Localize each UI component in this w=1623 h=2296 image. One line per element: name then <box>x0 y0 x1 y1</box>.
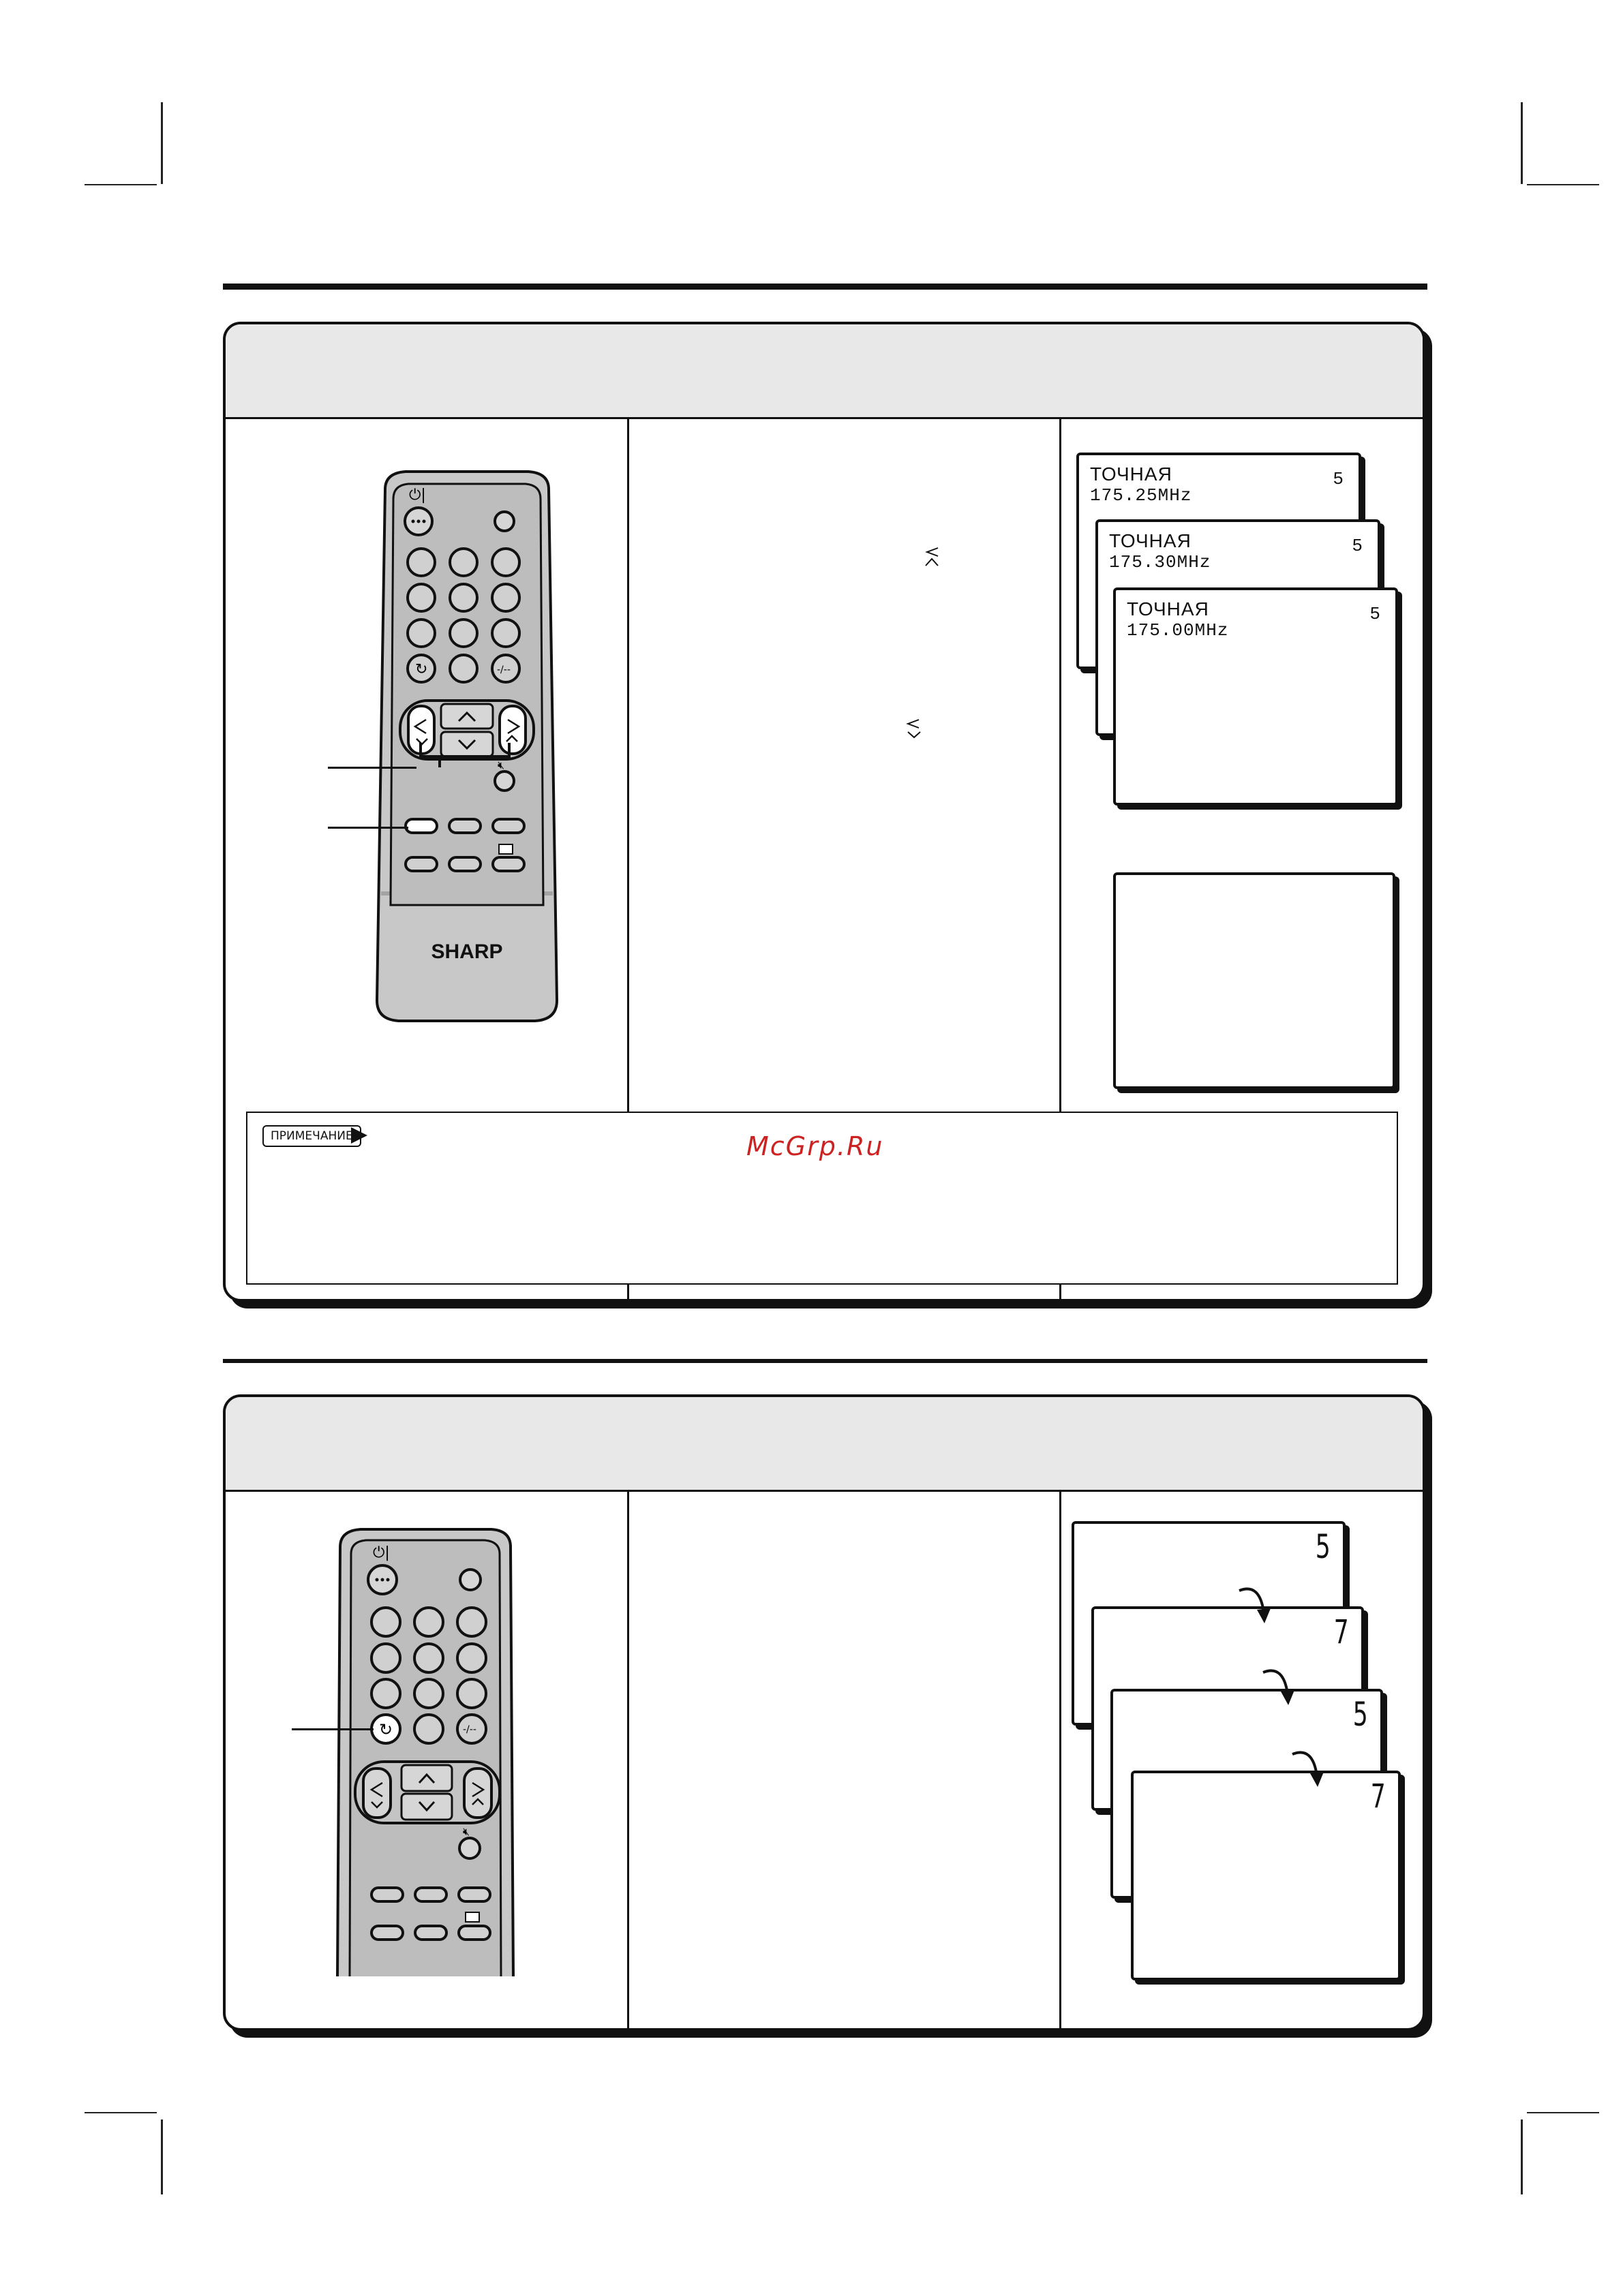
note-arrow-icon <box>351 1127 367 1144</box>
section-rule-top <box>223 284 1427 290</box>
channel-up-icon <box>922 545 942 568</box>
screen-label: ТОЧНАЯ <box>1090 463 1172 485</box>
watermark: McGrp.Ru <box>746 1131 884 1161</box>
crop-mark-bottom-left-v <box>161 2119 163 2194</box>
crop-mark-top-left-v <box>161 102 163 184</box>
section-rule-middle <box>223 1359 1427 1363</box>
crop-mark-bottom-left-h <box>85 2112 157 2113</box>
switch-arrow-icon <box>1235 1582 1276 1630</box>
svg-text:🔇︎: 🔇︎ <box>498 759 505 771</box>
svg-text:⏻|: ⏻| <box>373 1544 390 1561</box>
screen-label: ТОЧНАЯ <box>1109 530 1192 551</box>
crop-mark-bottom-right-h <box>1527 2112 1599 2113</box>
screen-channel-number: 7 <box>1370 1777 1386 1816</box>
screen-label: ТОЧНАЯ <box>1127 598 1209 619</box>
crop-mark-top-right-h <box>1527 184 1599 185</box>
svg-text:🔇︎: 🔇︎ <box>463 1825 470 1838</box>
svg-text:-/--: -/-- <box>463 1724 476 1735</box>
column-divider-left <box>627 1492 629 2031</box>
panel-header <box>226 324 1423 419</box>
screen-frequency: 175.30MHz <box>1109 552 1211 572</box>
tv-screen-blank <box>1113 872 1395 1089</box>
svg-text:↻: ↻ <box>379 1720 393 1739</box>
screen-frequency: 175.25MHz <box>1090 485 1192 506</box>
screen-channel: 5 <box>1352 536 1363 556</box>
screen-channel: 5 <box>1369 604 1380 624</box>
crop-mark-top-right-v <box>1521 102 1523 184</box>
remote-control-2 <box>331 1527 521 1980</box>
callout-bracket <box>412 743 515 770</box>
note-tag: ПРИМЕЧАНИЕ <box>262 1125 361 1147</box>
panel-header <box>226 1397 1423 1492</box>
column-divider-right <box>1059 1492 1061 2031</box>
screen-channel-number: 7 <box>1333 1613 1349 1651</box>
svg-text:↻: ↻ <box>415 661 428 678</box>
svg-text:⏻|: ⏻| <box>409 487 426 504</box>
crop-mark-top-left-h <box>85 184 157 185</box>
remote-brand-logo: SHARP <box>431 940 503 963</box>
svg-text:-/--: -/-- <box>497 664 511 675</box>
callout-line-flashback <box>292 1728 374 1730</box>
tv-screen-3 <box>1113 587 1398 806</box>
channel-down-icon <box>904 717 924 740</box>
callout-line-button <box>328 827 408 829</box>
screen-channel-number: 5 <box>1352 1696 1368 1734</box>
switch-arrow-icon <box>1259 1664 1300 1712</box>
switch-arrow-icon <box>1288 1746 1329 1794</box>
tv-screen-ch-d <box>1131 1771 1401 1980</box>
screen-channel-number: 5 <box>1315 1528 1331 1566</box>
screen-frequency: 175.00MHz <box>1127 620 1229 641</box>
crop-mark-bottom-right-v <box>1521 2119 1523 2194</box>
callout-line-tuning <box>328 767 416 769</box>
screen-channel: 5 <box>1333 469 1344 489</box>
